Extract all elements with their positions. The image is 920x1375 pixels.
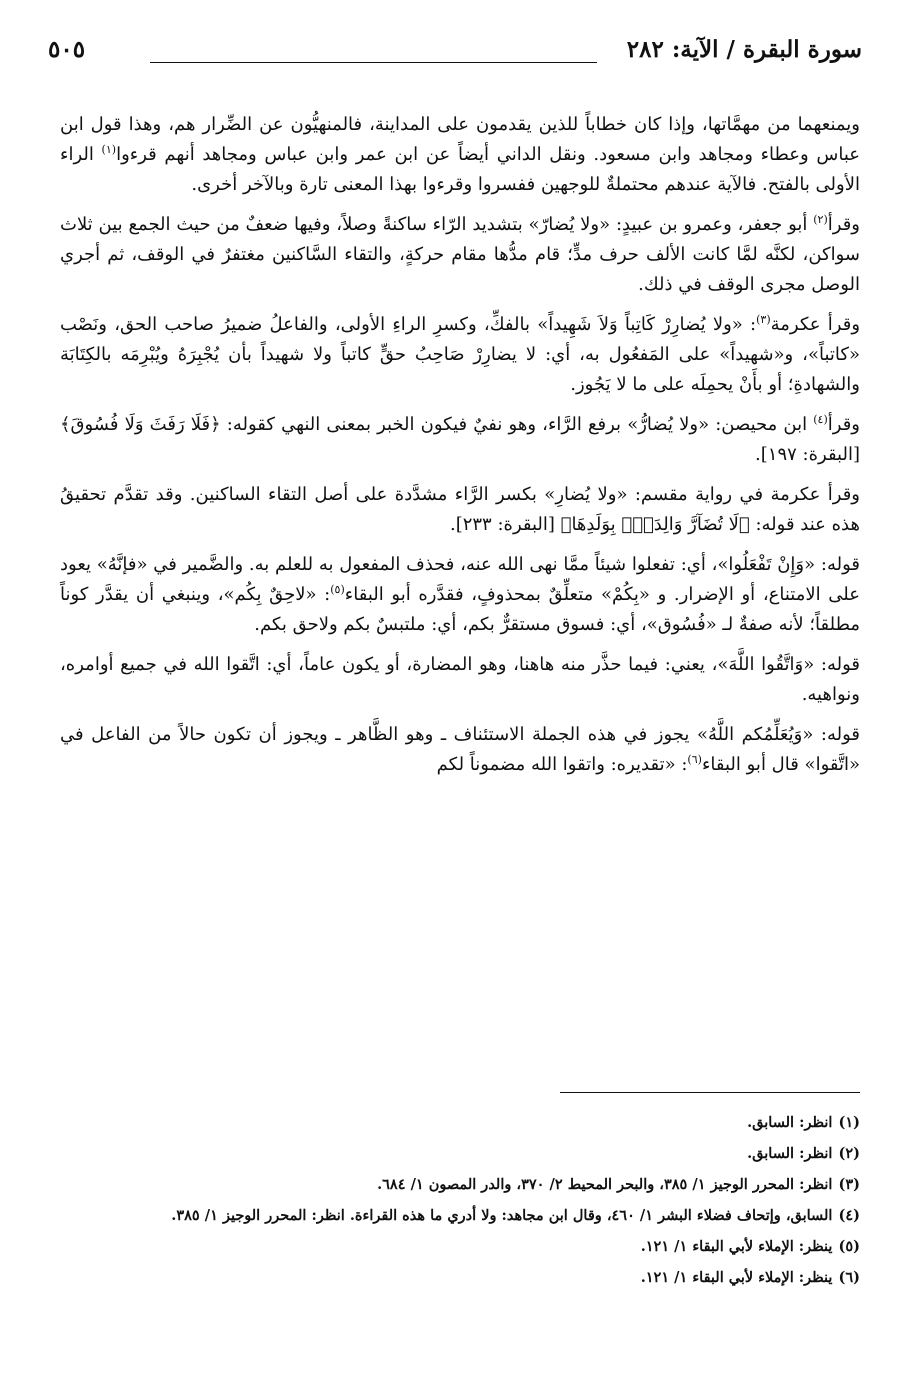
footnote-ref: (٥) — [330, 583, 345, 596]
footnote-ref: (١) — [101, 143, 117, 156]
paragraph-6: قوله: «وَإِنْ تَفْعَلُوا»، أي: تفعلوا شيئاً ممَّا نهى الله عنه، فحذف المفعول به للعلم به. والضَّمير في «فإنَّهُ» يعود على الامتناع، أو الإضرار. و «بِكُمْ» متعلِّقٌ بمحذوفٍ، فقدَّره أبو البقاء$^{(٥)}$: «لاحِقٌ بِكُم»، وينبغي أن يقدَّر كوناً مطلقاً؛ لأنه صفةٌ لـ «فُسُوق»، أي: فسوق مستقرٌّ بكم، أي: ملتبسٌ بكم ولاحق بكم. — [60, 554, 860, 635]
paragraph-8: قوله: «وَيُعَلِّمُكم اللَّهُ» يجوز في هذه الجملة الاستئناف ـ وهو الظَّاهر ـ ويجوز أن تكون حالاً من الفاعل في «اتَّقوا» قال أبو البقاء$^{(٦)}$: «تقديره: واتقوا الله مضموناً لكم — [60, 724, 860, 775]
footnote-3: (٣)انظر: المحرر الوجيز ١/ ٣٨٥، والبحر المحيط ٢/ ٣٧٠، والدر المصون ١/ ٦٨٤. — [377, 1176, 860, 1193]
paragraph-5: وقرأ عكرمة في رواية مقسم: «ولا يُضارِ» بكسر الرَّاء مشدَّدة على أصل التقاء الساكنين. وقد تقدَّم تحقيقُ هذه عند قوله: ﴿لَا تُضَآرَّ وَالِدَةُۢ بِوَلَدِهَا﴾ [البقرة: ٢٣٣]. — [60, 484, 860, 535]
page-header — [48, 32, 862, 74]
footnote-ref: (٢) — [813, 213, 828, 226]
footnote-6: (٦)ينظر: الإملاء لأبي البقاء ١/ ١٢١. — [640, 1269, 860, 1286]
paragraph-3: وقرأ عكرمة$^{(٣)}$: «ولا يُضارِرْ كَاتِباً وَلاَ شَهِيداً» بالفكِّ، وكسرِ الراءِ الأولى، والفاعلُ ضميرُ صاحب الحق، ونَصْب «كاتباً»، و«شهيداً» على المَفعُول به، أي: لا يضارِرْ صَاحِبُ حقٍّ كاتباً ولا شهيداً بأن يُجْبِرَهُ ويُبْرِمَه بالكِتَابَة والشهادةِ؛ أو بأَنْ يحمِلَه على ما لا يَجُوز. — [60, 313, 861, 395]
surah-title: سورة البقرة / الآية: ٢٨٢ — [626, 36, 862, 63]
footnote-5: (٥)ينظر: الإملاء لأبي البقاء ١/ ١٢١. — [640, 1238, 860, 1255]
footnote-1: (١)انظر: السابق. — [747, 1114, 860, 1131]
footnote-ref: (٦) — [687, 753, 702, 766]
footnote-ref: (٤) — [813, 413, 828, 426]
footnote-2: (٢)انظر: السابق. — [747, 1145, 860, 1162]
header-rule — [150, 62, 597, 63]
paragraph-4: وقرأ$^{(٤)}$ ابن محيصن: «ولا يُضارُّ» برفع الرَّاء، وهو نفيٌ فيكون الخبر بمعنى النهي كقوله: ﴿فَلَا رَفَثَ وَلَا فُسُوقَ﴾ [البقرة: ١٩٧]. — [60, 413, 860, 465]
footnote-separator — [560, 1092, 860, 1093]
paragraph-1: ويمنعهما من مهمَّاتها، وإذا كان خطاباً للذين يقدمون على المداينة، فالمنهيُّون عن الضِّرار هم، وهذا قول ابن عباس وعطاء ومجاهد وابن مسعود. ونقل الداني أيضاً عن ابن عمر وابن عباس ومجاهد أنهم قرءوا$^{(١)}$ الراء الأولى بالفتح. فالآية عندهم محتملةٌ للوجهين ففسروا وقرءوا بهذا المعنى تارة وبالآخر أخرى. — [60, 114, 861, 195]
paragraph-2: وقرأ$^{(٢)}$ أبو جعفر، وعمرو بن عبيدٍ: «ولا يُضارّ» بتشديد الرّاء ساكنةً وصلاً، وفيها ضعفٌ من حيث الجمع بين ثلاث سواكن، لكنَّه لمَّا كانت الألف حرف مدٍّ؛ قام مدُّها مقام حركةٍ، والتقاء السَّاكنين مغتفرٌ في الوقف، ثم أجري الوصل مجرى الوقف في ذلك. — [60, 213, 860, 295]
footnotes — [60, 1110, 860, 1296]
page-number: ٥٠٥ — [48, 36, 86, 63]
footnote-4: (٤)السابق، وإتحاف فضلاء البشر ١/ ٤٦٠، وقال ابن مجاهد: ولا أدري ما هذه القراءة. انظر: المحرر الوجيز ١/ ٣٨٥. — [171, 1207, 860, 1224]
footnote-ref: (٣) — [756, 313, 771, 326]
main-text — [60, 110, 860, 810]
paragraph-7: قوله: «وَاتَّقُوا اللَّهَ»، يعني: فيما حذَّر منه هاهنا، وهو المضارة، أو يكون عاماً، أي: اتَّقوا الله في جميع أوامره، ونواهيه. — [60, 654, 860, 705]
